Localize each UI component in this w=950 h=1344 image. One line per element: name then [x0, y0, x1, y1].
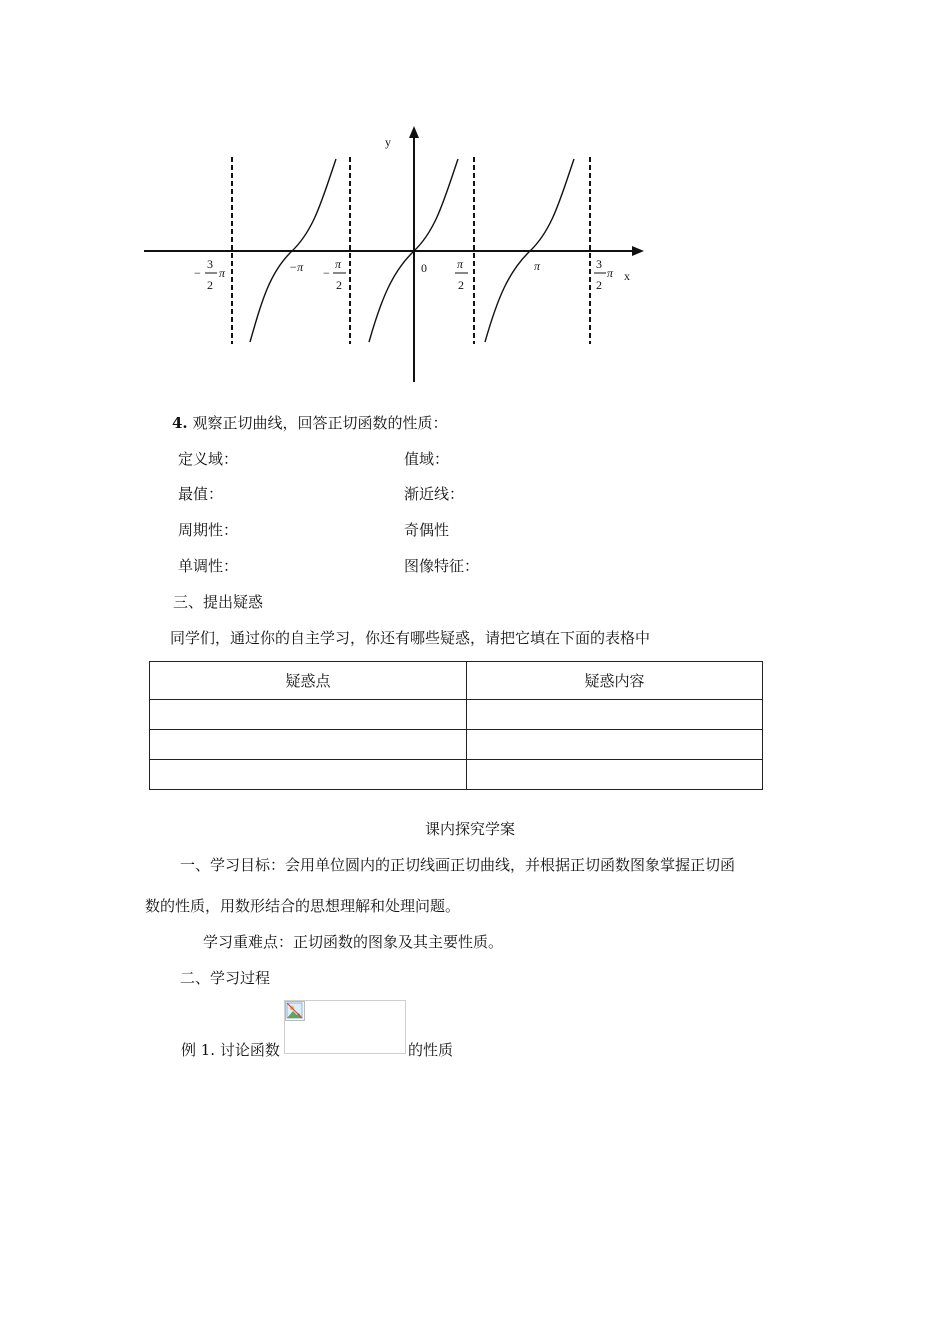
origin-label: 0 — [421, 261, 427, 275]
x-axis-label: x — [624, 269, 630, 283]
broken-image-icon — [285, 1001, 305, 1021]
process-title: 二、学习过程 — [180, 969, 271, 987]
x-axis-arrow — [632, 246, 644, 256]
table-cell[interactable] — [150, 760, 467, 790]
table-header-point: 疑惑点 — [150, 662, 467, 700]
y-axis-label: y — [385, 135, 391, 149]
key-points: 学习重难点：正切函数的图象及其主要性质。 — [203, 933, 504, 951]
table-row — [150, 730, 763, 760]
table-row — [150, 700, 763, 730]
example-suffix: 的性质 — [408, 1041, 454, 1059]
table-header-content: 疑惑内容 — [467, 662, 763, 700]
property-range: 值域： — [404, 450, 450, 468]
table-header-row — [150, 662, 763, 700]
tick-neg-3pi2-pi: π — [219, 266, 226, 280]
section3-title: 三、提出疑惑 — [173, 593, 264, 611]
table-cell[interactable] — [150, 700, 467, 730]
property-parity: 奇偶性 — [404, 521, 450, 539]
tick-pi2-num: π — [457, 257, 464, 271]
tick-neg-pi2-num: π — [335, 257, 342, 271]
table-cell[interactable] — [467, 700, 763, 730]
property-graph-features: 图像特征： — [404, 557, 480, 575]
tick-pi2-den: 2 — [458, 278, 464, 292]
learning-goal-line2: 数的性质，用数形结合的思想理解和处理问题。 — [145, 897, 461, 915]
table-cell[interactable] — [150, 730, 467, 760]
tick-neg-pi: −π — [289, 260, 304, 274]
tick-neg-pi2-den: 2 — [336, 278, 342, 292]
tick-neg-3pi2-sign: − — [194, 266, 201, 280]
learning-goal-line1: 一、学习目标：会用单位圆内的正切线画正切曲线，并根据正切函数图象掌握正切函 — [180, 856, 736, 874]
formula-image-placeholder — [284, 1000, 406, 1054]
section4-number: 4. — [172, 414, 188, 432]
tangent-graph — [0, 0, 950, 400]
questions-table — [149, 661, 763, 790]
property-domain: 定义域： — [178, 450, 239, 468]
inclass-title: 课内探究学案 — [425, 820, 516, 838]
property-monotonicity: 单调性： — [178, 557, 239, 575]
example-prefix: 例 1. 讨论函数 — [181, 1041, 280, 1059]
tick-3pi2-pi: π — [607, 266, 614, 280]
y-axis-arrow — [409, 126, 419, 138]
property-period: 周期性： — [178, 521, 239, 539]
tick-3pi2-num: 3 — [596, 257, 602, 271]
tick-pi: π — [534, 259, 541, 273]
section4-heading — [172, 416, 447, 431]
section3-intro: 同学们，通过你的自主学习，你还有哪些疑惑，请把它填在下面的表格中 — [170, 629, 651, 647]
table-cell[interactable] — [467, 760, 763, 790]
property-extrema: 最值： — [178, 485, 224, 503]
table-row — [150, 760, 763, 790]
section4-heading-text: 观察正切曲线，回答正切函数的性质： — [187, 414, 448, 432]
tick-neg-3pi2-num: 3 — [207, 257, 213, 271]
tick-neg-pi2-sign: − — [323, 266, 330, 280]
tick-3pi2-den: 2 — [596, 278, 602, 292]
table-cell[interactable] — [467, 730, 763, 760]
property-asymptote: 渐近线： — [404, 485, 465, 503]
tick-neg-3pi2-den: 2 — [207, 278, 213, 292]
